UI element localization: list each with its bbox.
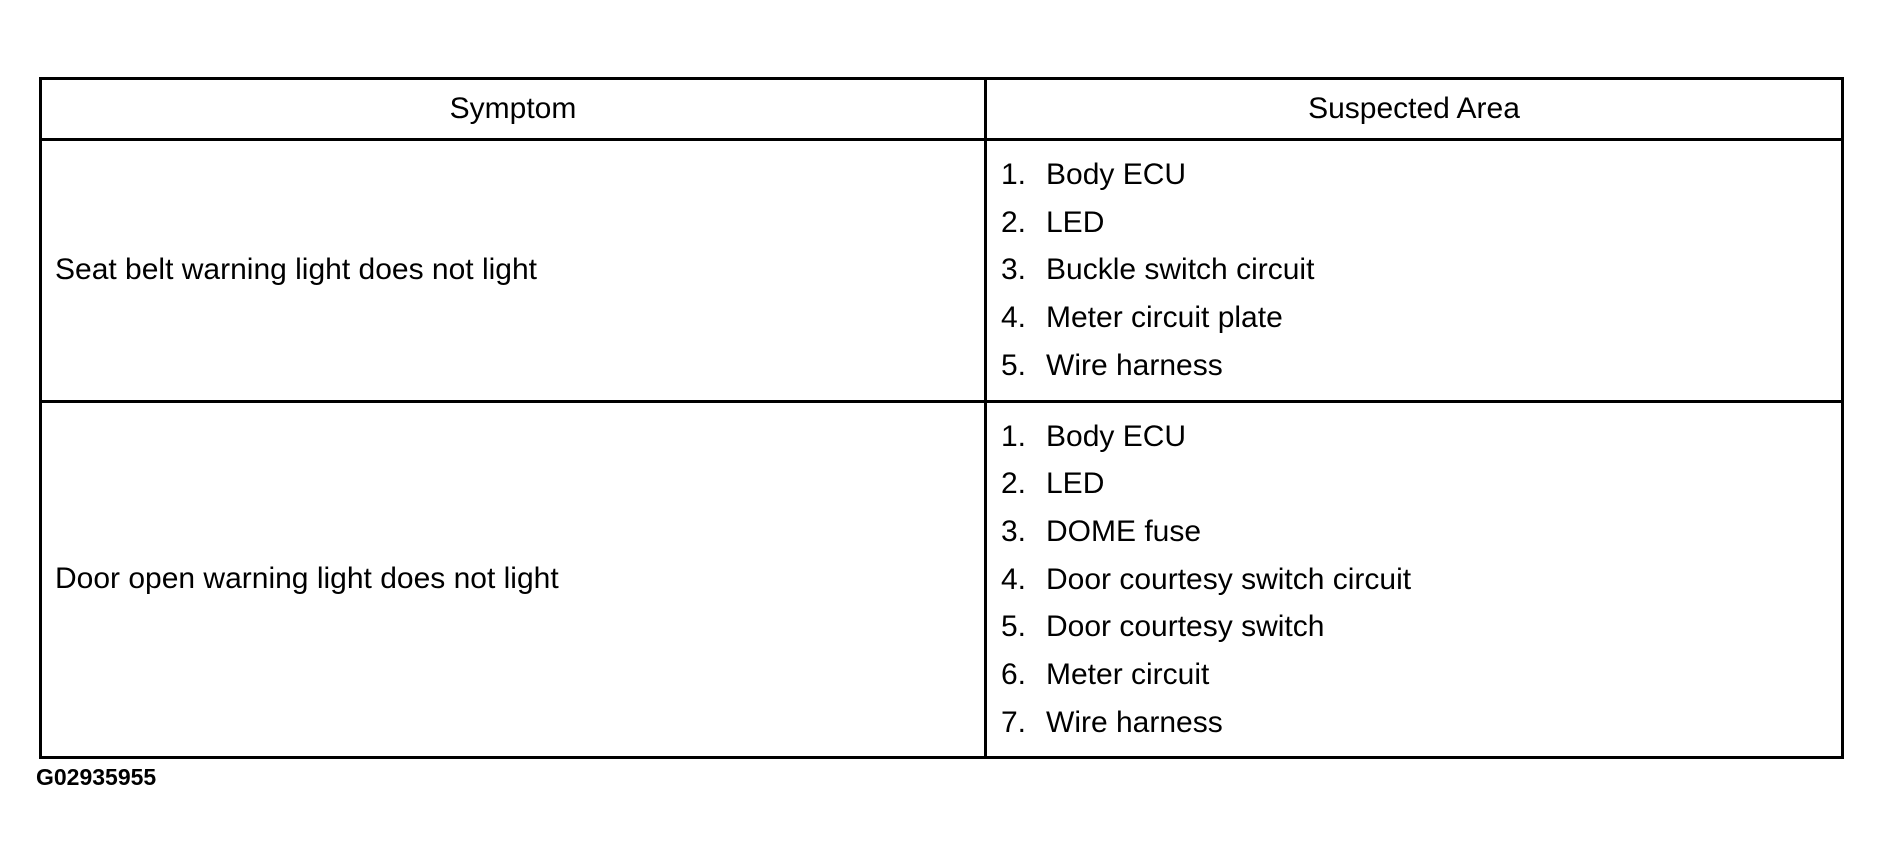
item-text: Wire harness — [1046, 348, 1223, 382]
item-number: 4. — [1001, 562, 1027, 596]
item-text: Body ECU — [1046, 158, 1187, 191]
item-number: 1. — [1001, 158, 1027, 191]
header-suspected-area: Suspected Area — [986, 79, 1843, 140]
list-item — [1001, 603, 1841, 651]
list-item — [1001, 556, 1841, 604]
list-item — [1001, 460, 1841, 508]
item-number: 2. — [1001, 467, 1027, 501]
item-number: 6. — [1001, 658, 1027, 692]
header-symptom: Symptom — [41, 79, 986, 140]
list-item — [1001, 342, 1841, 390]
figure-id: G02935955 — [36, 764, 157, 790]
item-number: 4. — [1001, 301, 1027, 335]
item-text: Buckle switch circuit — [1046, 253, 1315, 287]
item-number: 5. — [1001, 610, 1027, 644]
list-item — [1001, 508, 1841, 556]
item-text: Meter circuit plate — [1046, 301, 1283, 335]
suspected-area-cell — [986, 140, 1843, 402]
item-number: 7. — [1001, 705, 1027, 739]
item-text: DOME fuse — [1046, 514, 1202, 548]
suspected-area-cell — [986, 401, 1843, 758]
suspected-area-list — [1001, 151, 1841, 390]
item-text: Meter circuit — [1046, 658, 1210, 692]
item-text: Door courtesy switch circuit — [1046, 562, 1412, 596]
table-header-row — [41, 79, 1843, 140]
item-number: 3. — [1001, 514, 1027, 548]
list-item — [1001, 151, 1841, 199]
suspected-area-list — [1001, 413, 1841, 747]
item-text: Door courtesy switch — [1046, 610, 1325, 644]
item-number: 2. — [1001, 205, 1027, 239]
item-text: LED — [1046, 205, 1105, 239]
symptom-cell: Door open warning light does not light — [41, 401, 986, 758]
item-number: 5. — [1001, 348, 1027, 382]
table-row — [41, 401, 1843, 758]
list-item — [1001, 413, 1841, 461]
list-item — [1001, 651, 1841, 699]
item-number: 1. — [1001, 419, 1027, 453]
list-item — [1001, 246, 1841, 294]
table-row — [41, 140, 1843, 402]
list-item — [1001, 699, 1841, 747]
symptom-cell: Seat belt warning light does not light — [41, 140, 986, 402]
item-text: LED — [1046, 467, 1105, 501]
item-text: Wire harness — [1046, 705, 1223, 739]
list-item — [1001, 294, 1841, 342]
troubleshooting-table — [39, 77, 1844, 759]
list-item — [1001, 199, 1841, 247]
item-text: Body ECU — [1046, 419, 1187, 453]
item-number: 3. — [1001, 253, 1027, 287]
